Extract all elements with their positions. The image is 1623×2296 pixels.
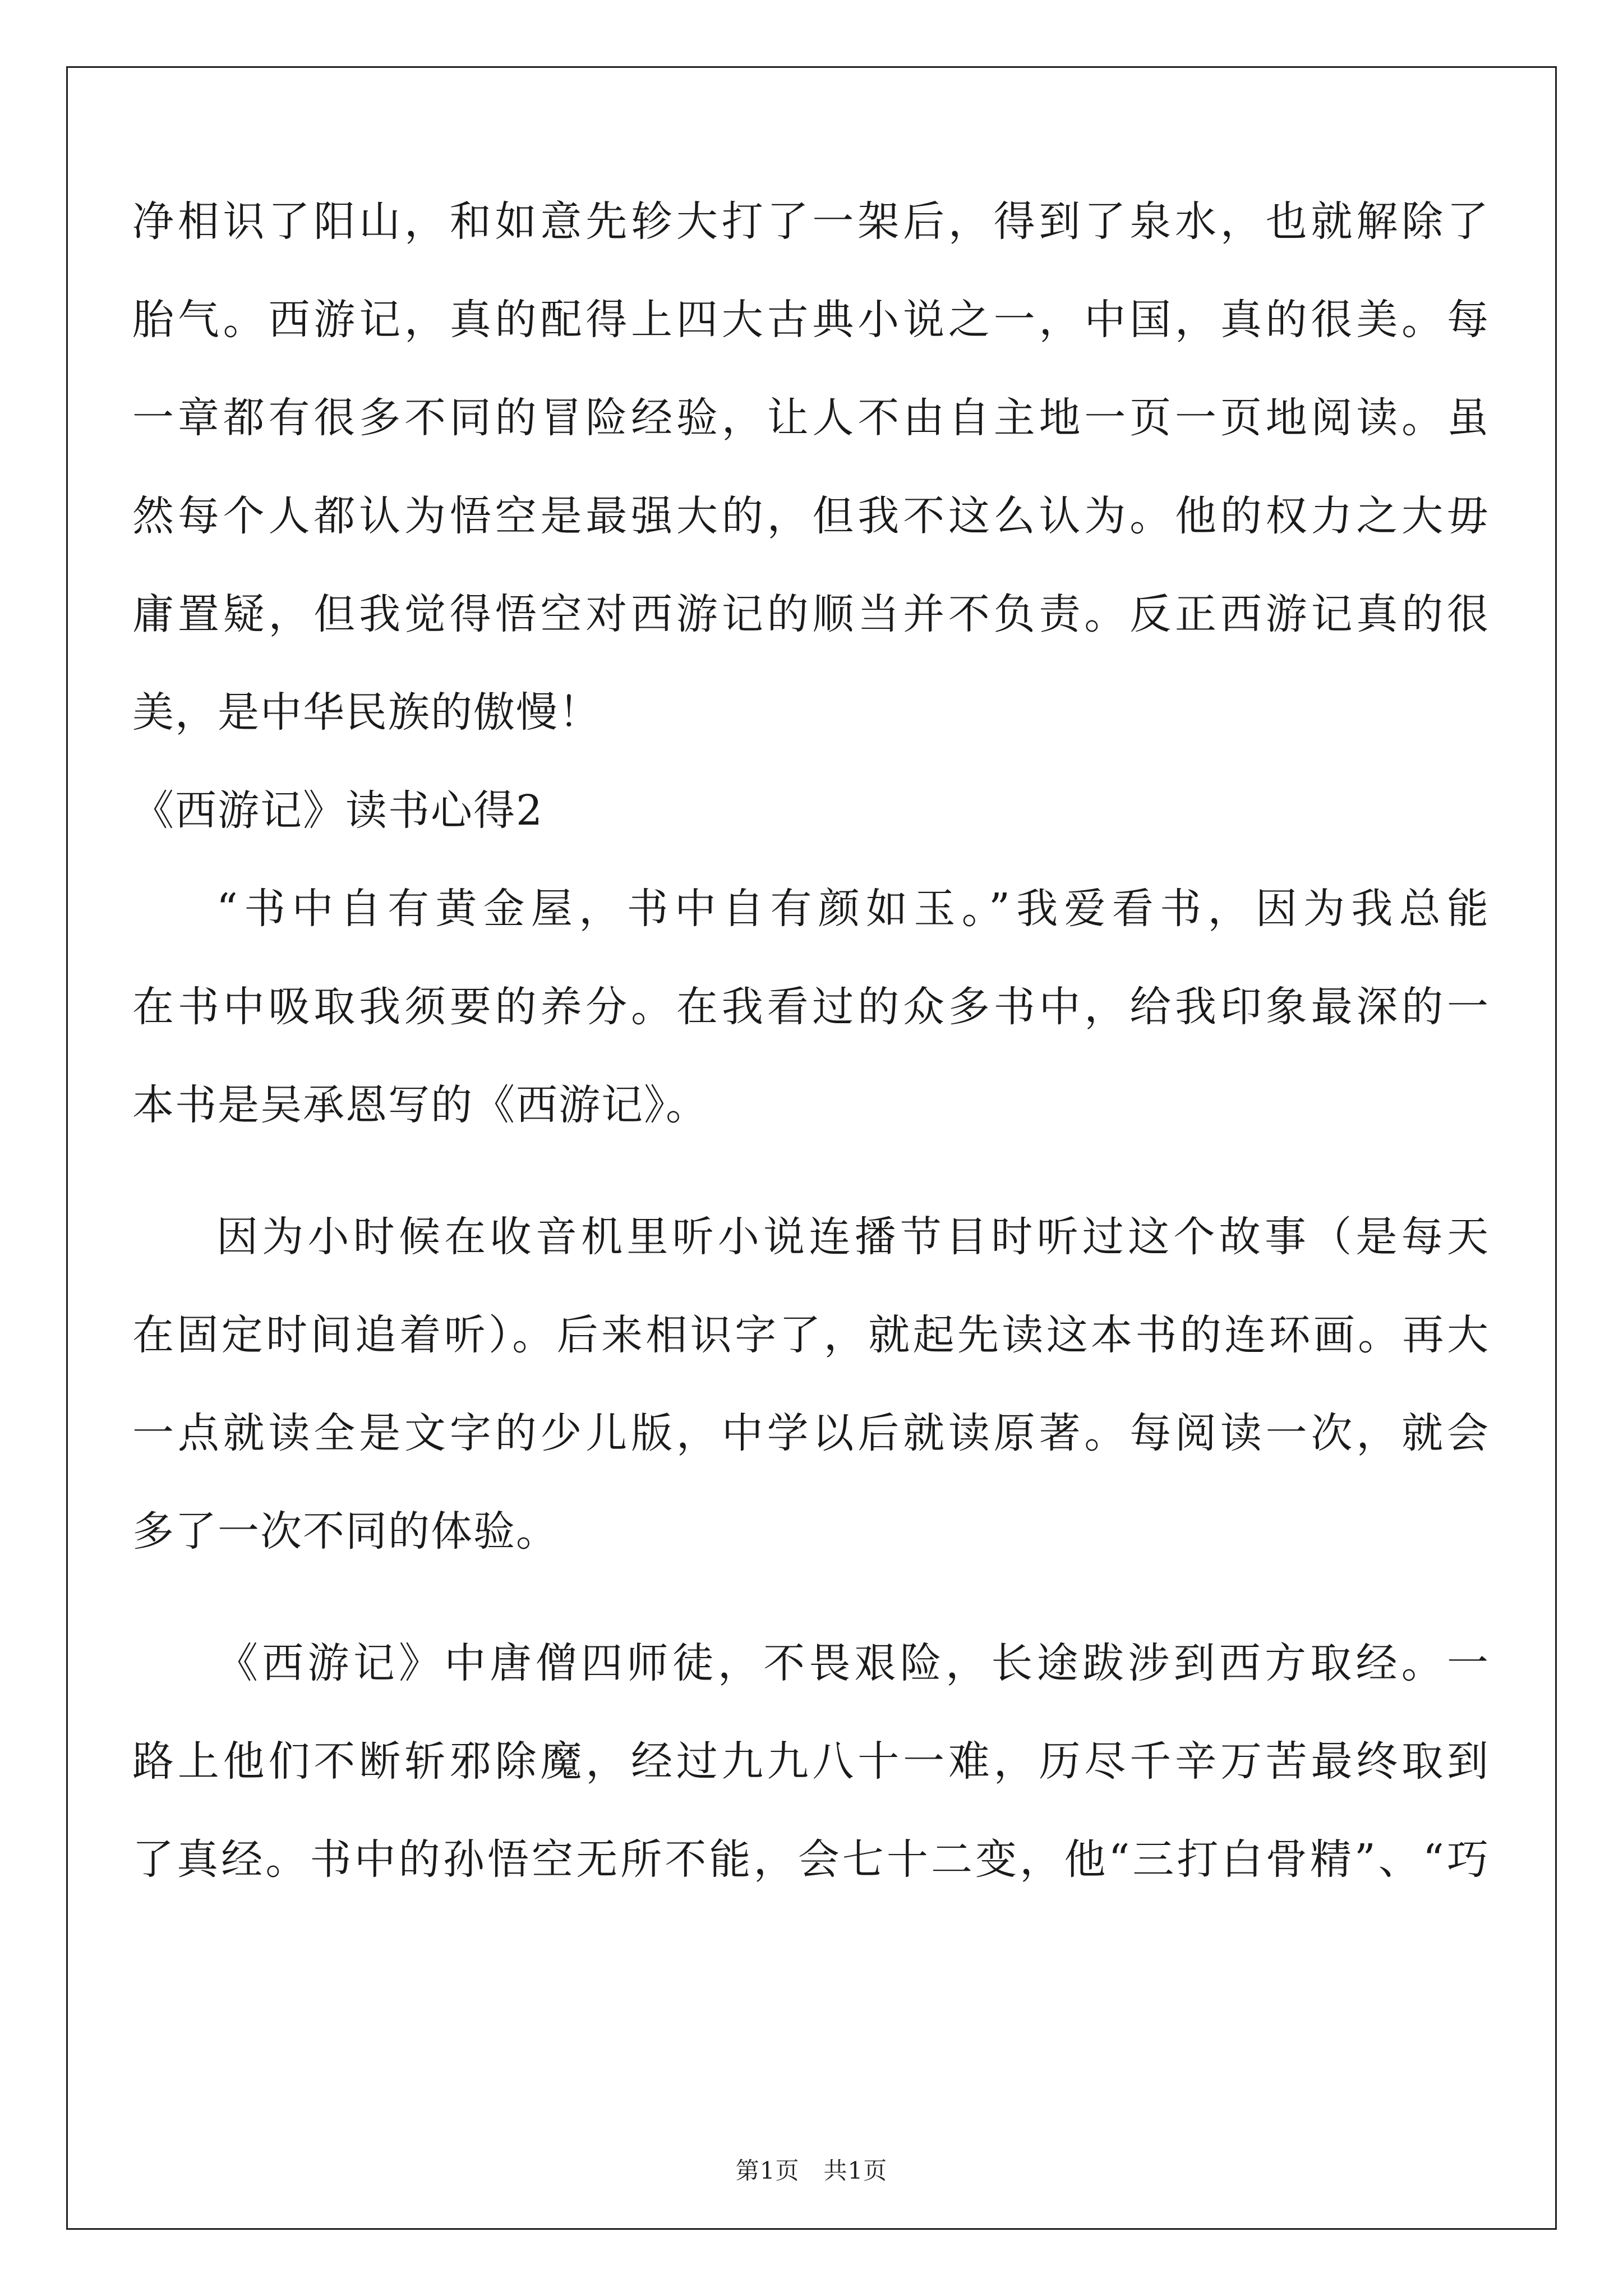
paragraph-line: “书中自有黄金屋，书中自有颜如玉。”我爱看书，因为我总能 [216,885,1490,933]
paragraph-line: 净相识了阳山，和如意先轸大打了一架后，得到了泉水，也就解除了 [132,197,1490,246]
paragraph-line: 美，是中华民族的傲慢！ [132,688,601,737]
paragraph-line: 一点就读全是文字的少儿版，中学以后就读原著。每阅读一次，就会 [132,1409,1490,1457]
paragraph-line: 多了一次不同的体验。 [132,1507,559,1556]
paragraph-line: 路上他们不断斩邪除魔，经过九九八十一难，历尽千辛万苦最终取到 [132,1737,1490,1786]
paragraph-line: 了真经。书中的孙悟空无所不能，会七十二变，他“三打白骨精”、“巧 [132,1835,1490,1884]
paragraph-line: 胎气。西游记，真的配得上四大古典小说之一，中国，真的很美。每 [132,296,1490,344]
paragraph-line: 在固定时间追着听）。后来相识字了，就起先读这本书的连环画。再大 [132,1311,1490,1359]
paragraph-line: 《西游记》中唐僧四师徒，不畏艰险，长途跋涉到西方取经。一 [216,1639,1490,1687]
section-heading: 《西游记》读书心得2 [132,786,544,835]
paragraph-line: 一章都有很多不同的冒险经验，让人不由自主地一页一页地阅读。虽 [132,394,1490,442]
paragraph-line: 在书中吸取我须要的养分。在我看过的众多书中，给我印象最深的一 [132,983,1490,1031]
paragraph-line: 然每个人都认为悟空是最强大的，但我不这么认为。他的权力之大毋 [132,492,1490,540]
paragraph-line: 庸置疑，但我觉得悟空对西游记的顺当并不负责。反正西游记真的很 [132,590,1490,638]
paragraph-line: 因为小时候在收音机里听小说连播节目时听过这个故事（是每天 [216,1213,1490,1261]
page-footer: 第1页 共1页 [735,2157,888,2184]
paragraph-line: 本书是吴承恩写的《西游记》。 [132,1081,708,1129]
